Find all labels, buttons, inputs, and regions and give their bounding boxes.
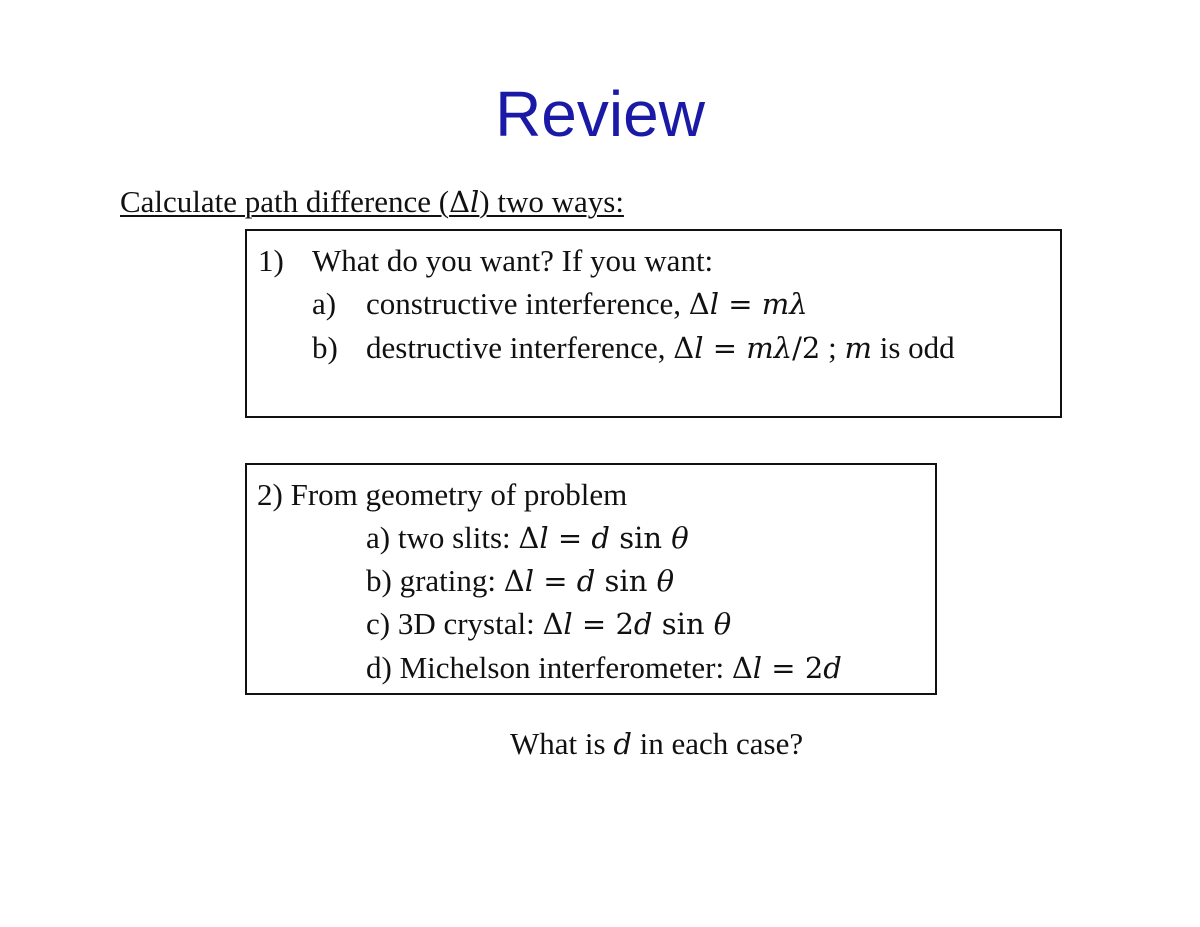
factor-two: 2 [804, 651, 824, 685]
order-symbol: m [844, 331, 872, 365]
path-length-symbol: l [524, 564, 534, 598]
item-2-heading: 2) From geometry of problem [257, 477, 628, 512]
equals-sign: = [548, 521, 592, 555]
item-2d-label: d) Michelson interferometer: [366, 650, 732, 685]
question-suffix: in each case? [631, 726, 804, 761]
equals-sign: = [703, 331, 747, 365]
section-heading [120, 184, 624, 220]
spacing-symbol: d [823, 651, 842, 685]
heading-text-suffix: ) two ways: [479, 184, 624, 219]
path-length-symbol: l [563, 607, 573, 641]
item-2b-label: b) grating: [366, 563, 504, 598]
item-1-text: What do you want? If you want: [312, 243, 714, 278]
delta-symbol: Δ [542, 607, 564, 641]
path-length-symbol: l [709, 287, 719, 321]
angle-symbol: θ [656, 564, 675, 598]
follow-up-question [510, 726, 803, 762]
angle-symbol: θ [713, 607, 732, 641]
spacing-symbol: d [576, 564, 596, 598]
item-1a-marker: a) [312, 286, 337, 321]
sine-function: sin [595, 564, 657, 598]
item-1-line [258, 243, 713, 279]
delta-symbol: Δ [688, 287, 710, 321]
item-1-marker: 1) [258, 243, 284, 278]
path-length-symbol: l [694, 331, 704, 365]
divide-by-two: /2 [792, 331, 821, 365]
separator: ; [820, 330, 845, 365]
item-1b-marker: b) [312, 330, 338, 365]
delta-symbol: Δ [449, 185, 471, 219]
path-length-symbol: l [470, 185, 480, 219]
delta-symbol: Δ [503, 564, 525, 598]
constructive-formula-rhs: mλ [761, 287, 808, 321]
item-1b-text: destructive interference, [366, 330, 674, 365]
item-1b-line [312, 330, 955, 366]
spacing-symbol: d [633, 607, 653, 641]
item-2a-label: a) two slits: [366, 520, 519, 555]
equals-sign: = [572, 607, 616, 641]
heading-text-prefix: Calculate path difference ( [120, 184, 450, 219]
path-length-symbol: l [752, 651, 763, 685]
delta-symbol: Δ [518, 521, 540, 555]
item-2b-line [366, 563, 674, 599]
item-2a-line [366, 520, 689, 556]
odd-condition-text: is odd [871, 330, 955, 365]
equals-sign: = [718, 287, 762, 321]
spacing-symbol: d [613, 727, 632, 761]
equals-sign: = [533, 564, 577, 598]
slide-title: Review [495, 78, 705, 150]
destructive-formula-rhs: mλ [746, 331, 793, 365]
angle-symbol: θ [671, 521, 689, 555]
delta-symbol: Δ [673, 331, 695, 365]
delta-symbol: Δ [731, 651, 753, 685]
item-2d-line [366, 650, 842, 686]
sine-function: sin [609, 521, 672, 555]
item-1a-text: constructive interference, [366, 286, 689, 321]
factor-two: 2 [615, 607, 634, 641]
item-1a-line [312, 286, 808, 322]
sine-function: sin [652, 607, 714, 641]
item-2c-line [366, 606, 731, 642]
equals-sign: = [762, 651, 805, 685]
spacing-symbol: d [591, 521, 610, 555]
path-length-symbol: l [539, 521, 549, 555]
item-2c-label: c) 3D crystal: [366, 606, 543, 641]
question-prefix: What is [510, 726, 614, 761]
